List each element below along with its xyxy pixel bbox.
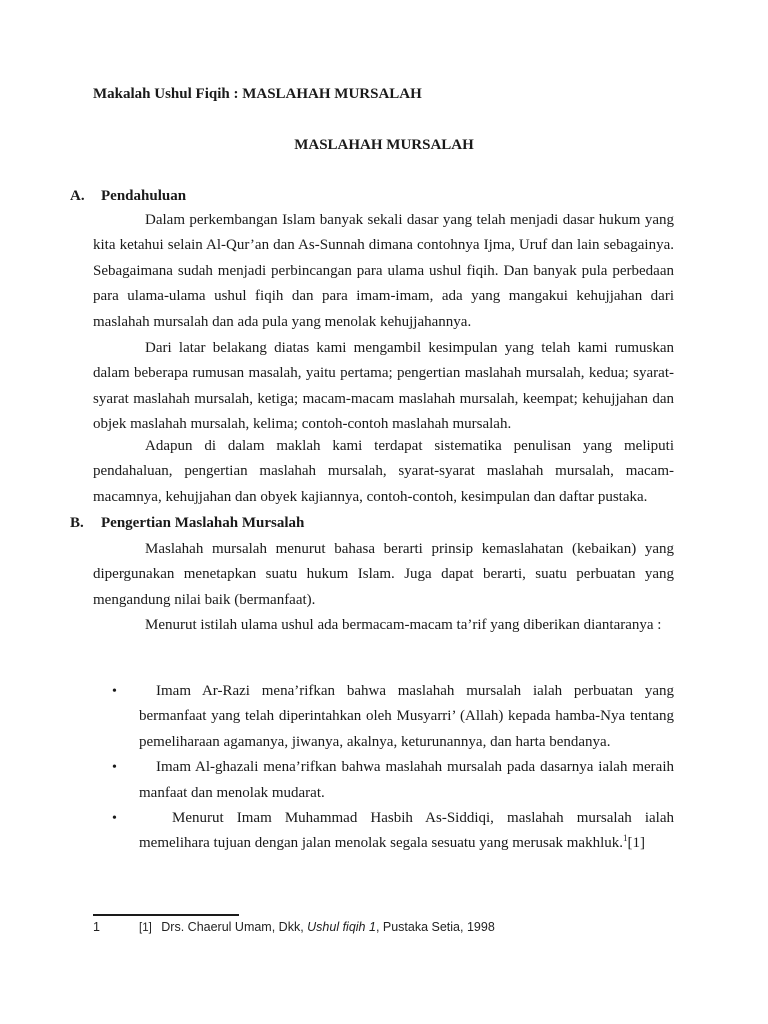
- section-a-number: A.: [70, 188, 85, 204]
- bullet-icon: •: [112, 811, 117, 827]
- footnote-number: 1: [93, 920, 100, 934]
- footnote-reference-link[interactable]: [1]: [627, 835, 646, 852]
- list-item-text: [139, 806, 674, 857]
- definition-list: [112, 679, 674, 857]
- list-item: [112, 755, 674, 806]
- bullet-icon: •: [112, 684, 117, 699]
- list-item-text: Imam Ar-Razi mena’rifkan bahwa maslahah mursalah ialah perbuatan yang bermanfaat yang telah diperintahkan oleh Musyarri’ (Allah) kepada hamba-Nya tentang pemeliharaan agamanya, jiwanya, akalnya, keturunannya, dan harta bendanya.: [139, 683, 674, 750]
- footnote-divider: [93, 914, 239, 916]
- list-item-text-content: Menurut Imam Muhammad Hasbih As-Siddiqi, maslahah mursalah ialah memelihara tujuan dengan jalan menolak segala sesuatu yang merusak makhluk.: [139, 810, 674, 852]
- list-item: [112, 806, 674, 857]
- bullet-icon: •: [112, 760, 117, 776]
- list-item: [112, 679, 674, 755]
- footnote-text-before: Drs. Chaerul Umam, Dkk,: [161, 920, 308, 934]
- footnote-superscript[interactable]: 1: [623, 833, 628, 844]
- section-a-title: Pendahuluan: [101, 188, 187, 204]
- list-item-text: Imam Al-ghazali mena’rifkan bahwa maslahah mursalah pada dasarnya ialah meraih manfaat dan menolak mudarat.: [139, 759, 674, 801]
- footnote: [93, 920, 495, 934]
- document-title: Makalah Ushul Fiqih : MASLAHAH MURSALAH: [93, 86, 422, 102]
- footnote-book-title: Ushul fiqih 1: [307, 920, 376, 934]
- main-title: MASLAHAH MURSALAH: [294, 137, 474, 153]
- section-b-heading: [70, 515, 304, 532]
- section-b-number: B.: [70, 515, 84, 531]
- footnote-text-after: , Pustaka Setia, 1998: [375, 920, 495, 934]
- section-a-paragraph-3: Adapun di dalam maklah kami terdapat sistematika penulisan yang meliputi pendahaluan, pengertian maslahah mursalah, syarat-syarat maslahah mursalah, macam-macamnya, kehujjahan dan obyek kajiannya, contoh-contoh, kesimpulan dan daftar pustaka.: [93, 438, 674, 505]
- section-a-paragraph-1: Dalam perkembangan Islam banyak sekali dasar yang telah menjadi dasar hukum yang kita ketahui selain Al-Qur’an dan As-Sunnah dimana contohnya Ijma, Uruf dan lain sebagainya. Sebagaimana sudah menjadi perbincangan para ulama ushul fiqih. Dan banyak pula perbedaan para ulama-ulama ushul fiqih dan para imam-imam, ada yang mangakui kehujjahan dari maslahah mursalah dan ada pula yang menolak kehujjahannya.: [93, 212, 674, 330]
- section-a-paragraph-2: Dari latar belakang diatas kami mengambil kesimpulan yang telah kami rumuskan dalam beberapa rumusan masalah, yaitu pertama; pengertian maslahah mursalah, kedua; syarat-syarat maslahah mursalah, ketiga; macam-macam maslahah mursalah, keempat; kehujjahan dan objek maslahah mursalah, kelima; contoh-contoh maslahah mursalah.: [93, 340, 674, 433]
- section-b-paragraph-2: Menurut istilah ulama ushul ada bermacam-macam ta’rif yang diberikan diantaranya :: [145, 617, 662, 633]
- footnote-ref-link[interactable]: [1]: [139, 922, 152, 934]
- section-b-paragraph-1: Maslahah mursalah menurut bahasa berarti prinsip kemaslahatan (kebaikan) yang dipergunakan menetapkan suatu hukum Islam. Juga dapat berarti, suatu perbuatan yang mengandung nilai baik (bermanfaat).: [93, 541, 674, 608]
- section-b-title: Pengertian Maslahah Mursalah: [101, 515, 305, 531]
- section-a-heading: [70, 188, 186, 205]
